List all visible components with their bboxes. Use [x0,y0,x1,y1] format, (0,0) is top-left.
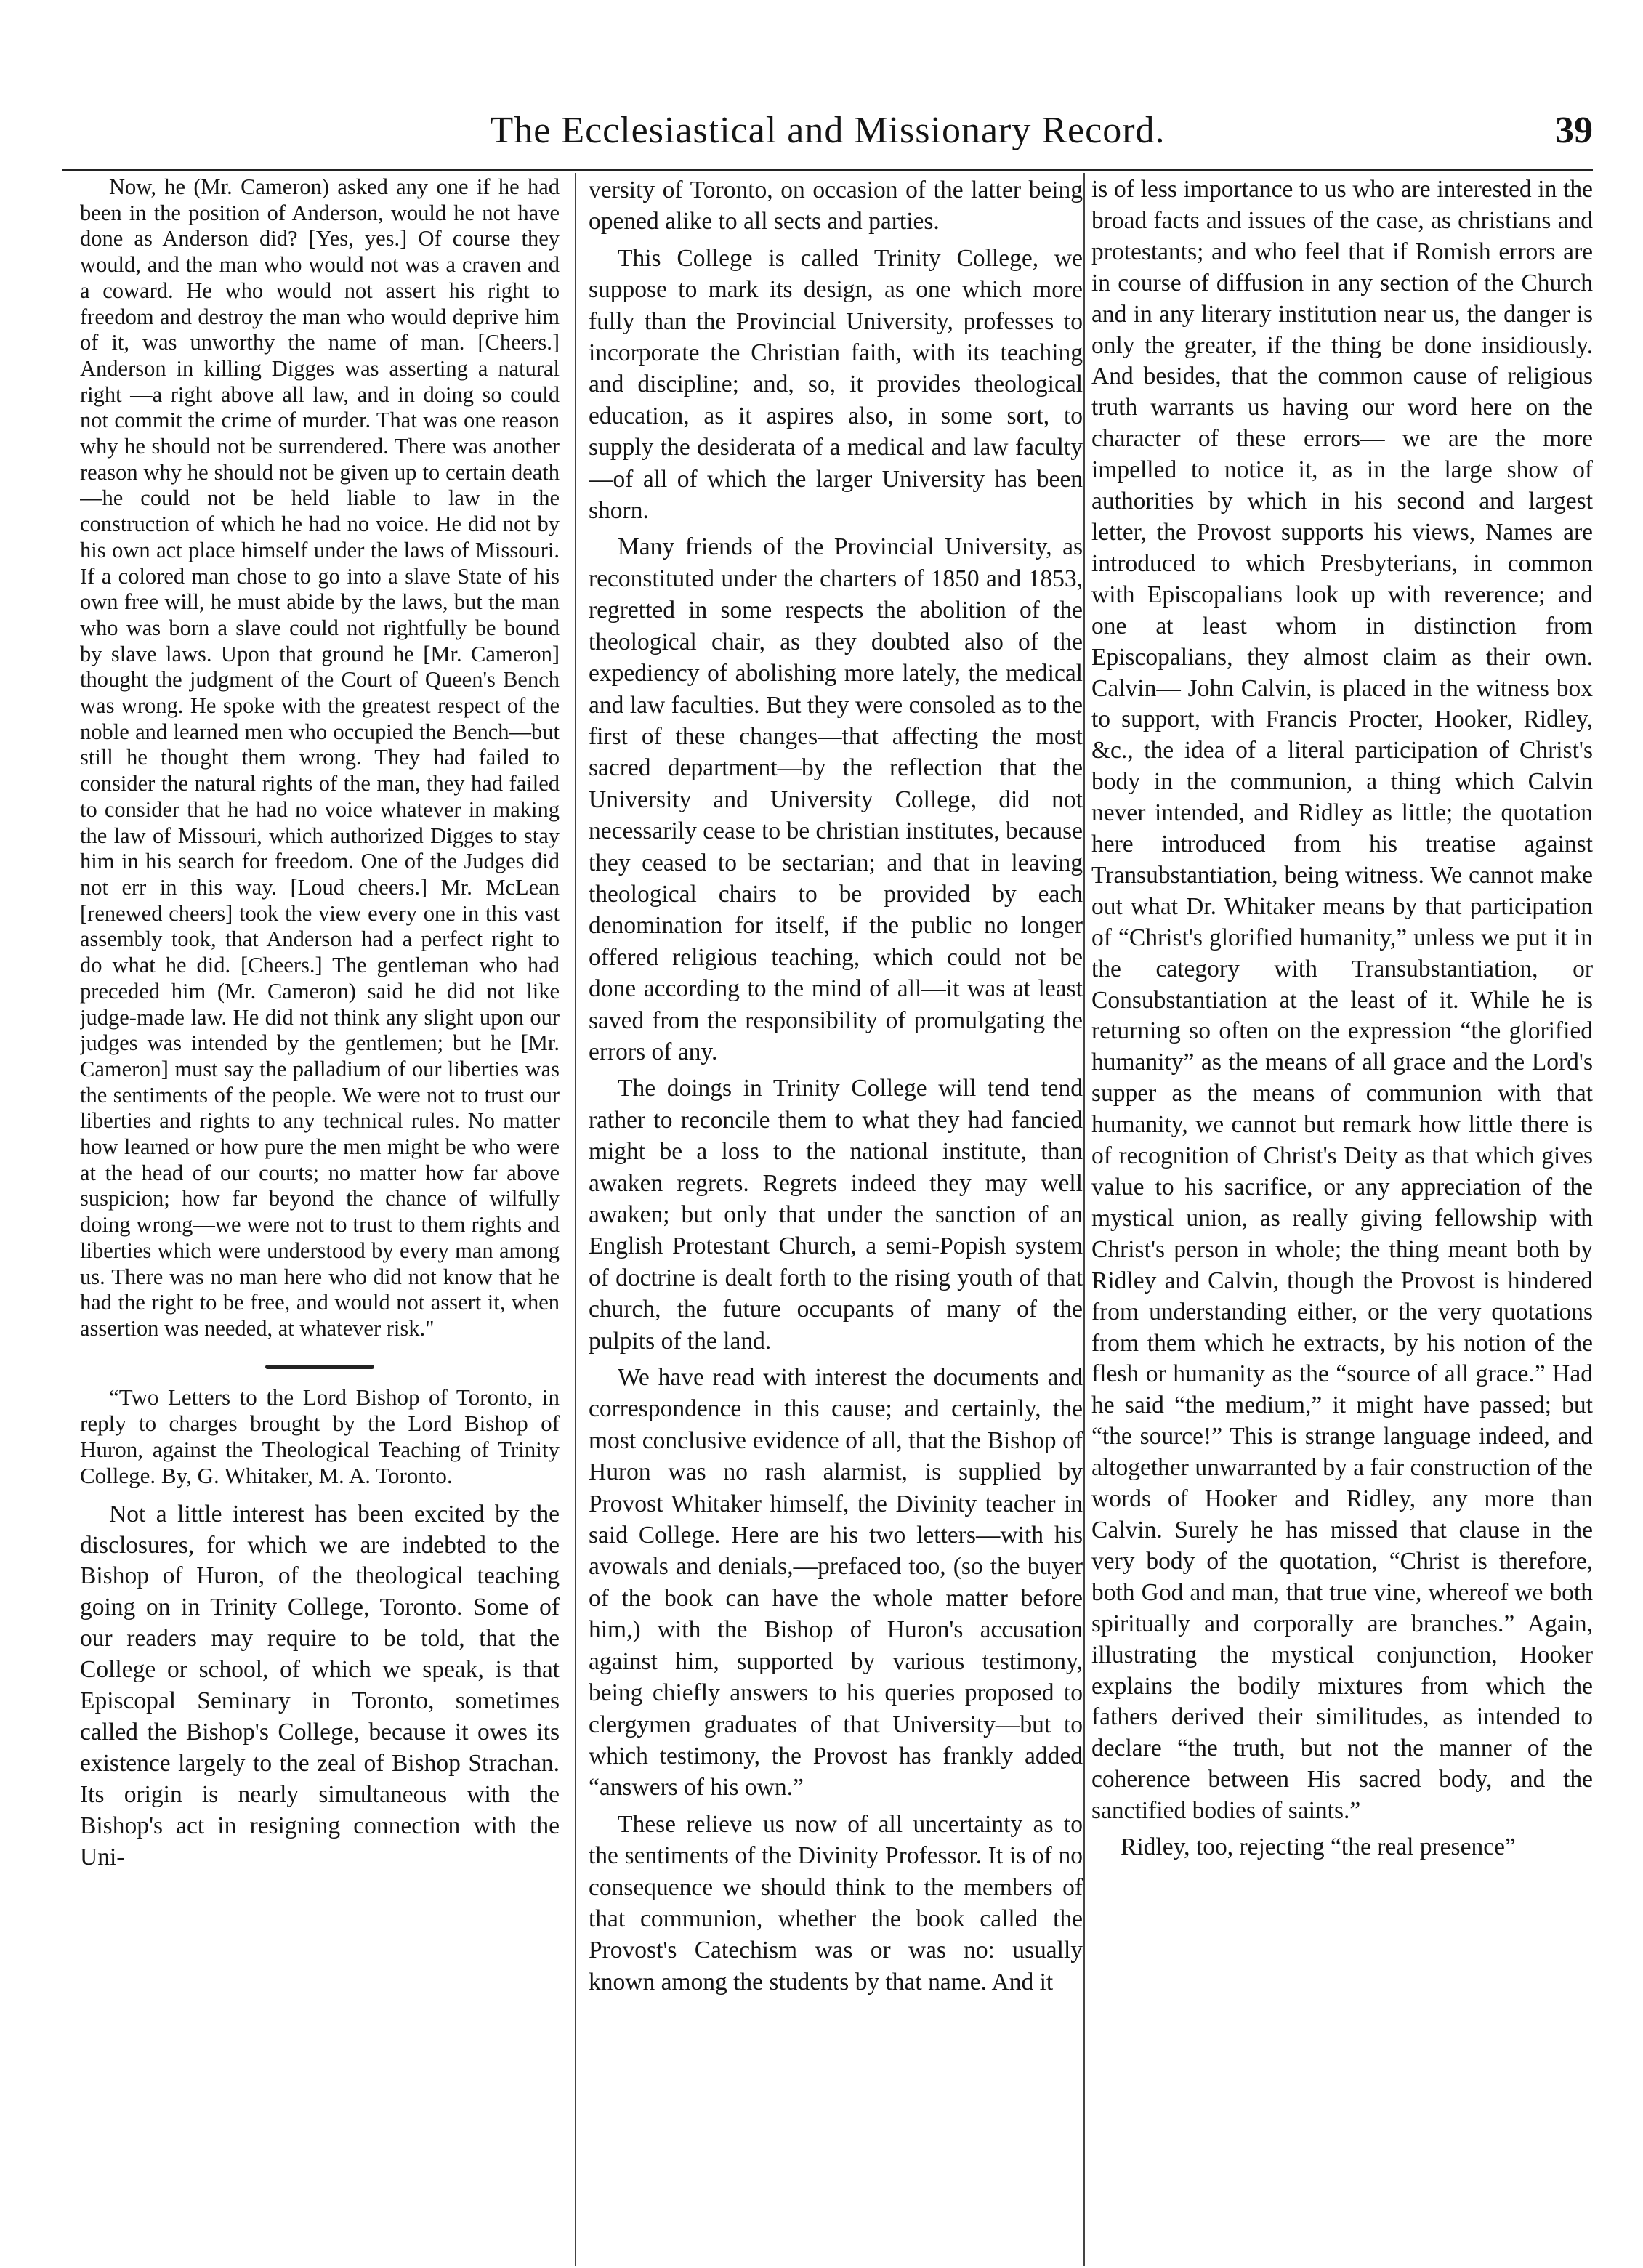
column-rule-2 [1083,173,1085,2266]
page-header [62,109,1593,171]
paragraph: Ridley, too, rejecting “the real presence” [1121,1833,1516,1861]
paragraph: is of less importance to us who are interested in the broad facts and issues of the case, as christians and protestants; and who feel that if Romish errors are in course of diffusion in any section of the Church and in any literary institution near us, the danger is only the greater, if the thing be done insidiously. And besides, that the common cause of religious truth warrants us having our word here on the character of these errors— we are the more impelled to notice it, as in the large show of authorities by which in his second and largest letter, the Provost supports his views, Names are introduced to which Presbyterians, in common with Episcopalians look up with reverence; and one at least whom in distinction from Episcopalians, they almost claim as their own. Calvin— John Calvin, is placed in the witness box to support, with Francis Procter, Hooker, Ridley, &c., the idea of a literal participation of Christ's body in the communion, a thing which Calvin never intended, and Ridley as little; the quotation here introduced from his treatise against Transubstantiation, being witness. We cannot make out what Dr. Whitaker means by that participation of “Christ's glorified humanity,” unless we put it in the category with Transubstantiation, or Consubstantiation at the least of it. While he is returning so often on the expression “the glorified humanity” as the means of all grace and the Lord's supper as the means of communion with that humanity, we cannot but remark how little there is of recognition of Christ's Deity as that which gives value to his sacrifice, or any appreciation of the mystical union, as really giving fellowship with Christ's person in whole; the thing meant both by Ridley and Calvin, though the Provost is hindered from understanding either, or the very quotations from them which he extracts, by his notion of the flesh or humanity as the “source of all grace.” Had he said “the medium,” it might have passed; but “the source!” This is strange language indeed, and altogether unwarranted by a fair construction of the words of Hooker and Ridley, any more than Calvin. Surely he has missed that clause in the very body of the quotation, “Christ is therefore, both God and man, that true vine, whereof we both spiritually and corporally are branches.” Again, illustrating the mystical conjunction, Hooker explains the bodily mixtures from which the fathers derived their similitudes, as intended to declare “the truth, but not the manner of the coherence between His sacred body, and the sanctified bodies of saints.” [1091,176,1593,1825]
column-3 [1091,174,1593,2224]
review-title: “Two Letters to the Lord Bishop of Toronto, in reply to charges brought by the Lord Bishop of Huron, against the Theological Teaching of Trinity College. By, G. Whitaker, M. A. Toronto. [80,1384,560,1488]
column-2 [589,174,1083,2224]
paragraph: The doings in Trinity College will tend tend rather to reconcile them to what they had fancied might be a loss to the national institute, than awaken regrets. Regrets indeed they may well awaken; but only that under the sanction of an English Protestant Church, a semi-Popish system of doctrine is dealt forth to the rising youth of that church, the future occupants of many of the pulpits of the land. [589,1075,1083,1355]
running-title: The Ecclesiastical and Missionary Record. [490,110,1166,151]
column-rule-1 [575,173,576,2266]
paragraph: This College is called Trinity College, we suppose to mark its design, as one which more fully than the Provincial University, professes to incorporate the Christian faith, with its teaching and discipline; and, so, it provides theological education, as it aspires also, in some sort, to supply the desiderata of a medical and law faculty—of all of which the larger University has been shorn. [589,244,1083,525]
column-1 [80,174,560,2224]
page-number: 39 [1555,110,1593,151]
paragraph: These relieve us now of all uncertainty as to the sentiments of the Divinity Professor. It is of no consequence we should think to the members of that communion, whether the book called the Provost's Catechism was or was no: usually known among the students by that name. And it [589,1810,1083,1995]
paragraph: versity of Toronto, on occasion of the latter being opened alike to all sects and parties. [589,177,1083,235]
header-rule [62,169,1593,171]
paragraph: We have read with interest the documents and correspondence in this cause; and certainly, the most conclusive evidence of all, that the Bishop of Huron was no rash alarmist, is supplied by Provost Whitaker himself, the Divinity teacher in said College. Here are his two letters—with his avowals and denials,—prefaced too, (so the buyer of the book can have the whole matter before him,) with the Bishop of Huron's accusation against him, supported by various testimony, being chiefly answers to his queries proposed to clergymen graduates of that University—but to which testimony, the Provost has frankly added “answers of his own.” [589,1364,1083,1801]
review-paragraph: Not a little interest has been excited by the disclosures, for which we are indebted to the Bishop of Huron, of the theological teaching going on in Trinity College, Toronto. Some of our readers may require to be told, that the College or school, of which we speak, is that Episcopal Seminary in Toronto, sometimes called the Bishop's College, because it owes its existence largely to the zeal of Bishop Strachan. Its origin is nearly simultaneous with the Bishop's act in resigning connection with the Uni- [80,1500,560,1871]
speech-paragraph: Now, he (Mr. Cameron) asked any one if he had been in the position of Anderson, would he not have done as Anderson did? [Yes, yes.] Of course they would, and the man who would not was a craven and a coward. He who would not assert his right to freedom and destroy the man who would deprive him of it, was unworthy the name of man. [Cheers.] Anderson in killing Digges was asserting a natural right —a right above all law, and in doing so could not commit the crime of murder. That was one reason why he should not be surrendered. There was another reason why he should not be given up to certain death—he could not be held liable to law in the construction of which he had no voice. He did not by his own act place himself under the laws of Missouri. If a colored man chose to go into a slave State of his own free will, he must abide by the laws, but the man who was born a slave could not rightfully be bound by slave laws. Upon that ground he [Mr. Cameron] thought the judgment of the Court of Queen's Bench was wrong. He spoke with the greatest respect of the noble and learned men who occupied the Bench—but still he thought them wrong. They had failed to consider the natural rights of the man, they had failed to consider that he had no voice whatever in making the law of Missouri, which authorized Digges to stay him in his search for freedom. One of the Judges did not err in this way. [Loud cheers.] Mr. McLean [renewed cheers] took the view every one in this vast assembly took, that Anderson had a perfect right to do what he did. [Cheers.] The gentleman who had preceded him (Mr. Cameron) said he did not like judge-made law. He did not think any slight upon our judges was intended by the gentlemen; but he [Mr. Cameron] must say the palladium of our liberties was the sentiments of the people. We were not to trust our liberties and rights to any technical rules. No matter how learned or how pure the men might be who were at the head of our courts; no matter how far above suspicion; how far beyond the chance of wilfully doing wrong—we were not to trust to them rights and liberties which were understood by every man among us. There was no man here who did not know that he had the right to be free, and would not assert it, when assertion was needed, at whatever risk." [80,174,560,1341]
section-divider [80,1352,560,1381]
paragraph: Many friends of the Provincial University, as reconstituted under the charters of 1850 and 1853, regretted in some respects the abolition of the theological chair, as they doubted also of the expediency of abolishing more lately, the medical and law faculties. But they were consoled as to the first of these changes—that affecting the most sacred department—by the reflection that the University and University College, did not necessarily cease to be christian institutes, because they ceased to be sectarian; and that in leaving theological chairs to be provided by each denomination for itself, if the public no longer offered religious teaching, which could not be done according to the mind of all—it was at least saved from the responsibility of promulgating the errors of any. [589,533,1083,1065]
